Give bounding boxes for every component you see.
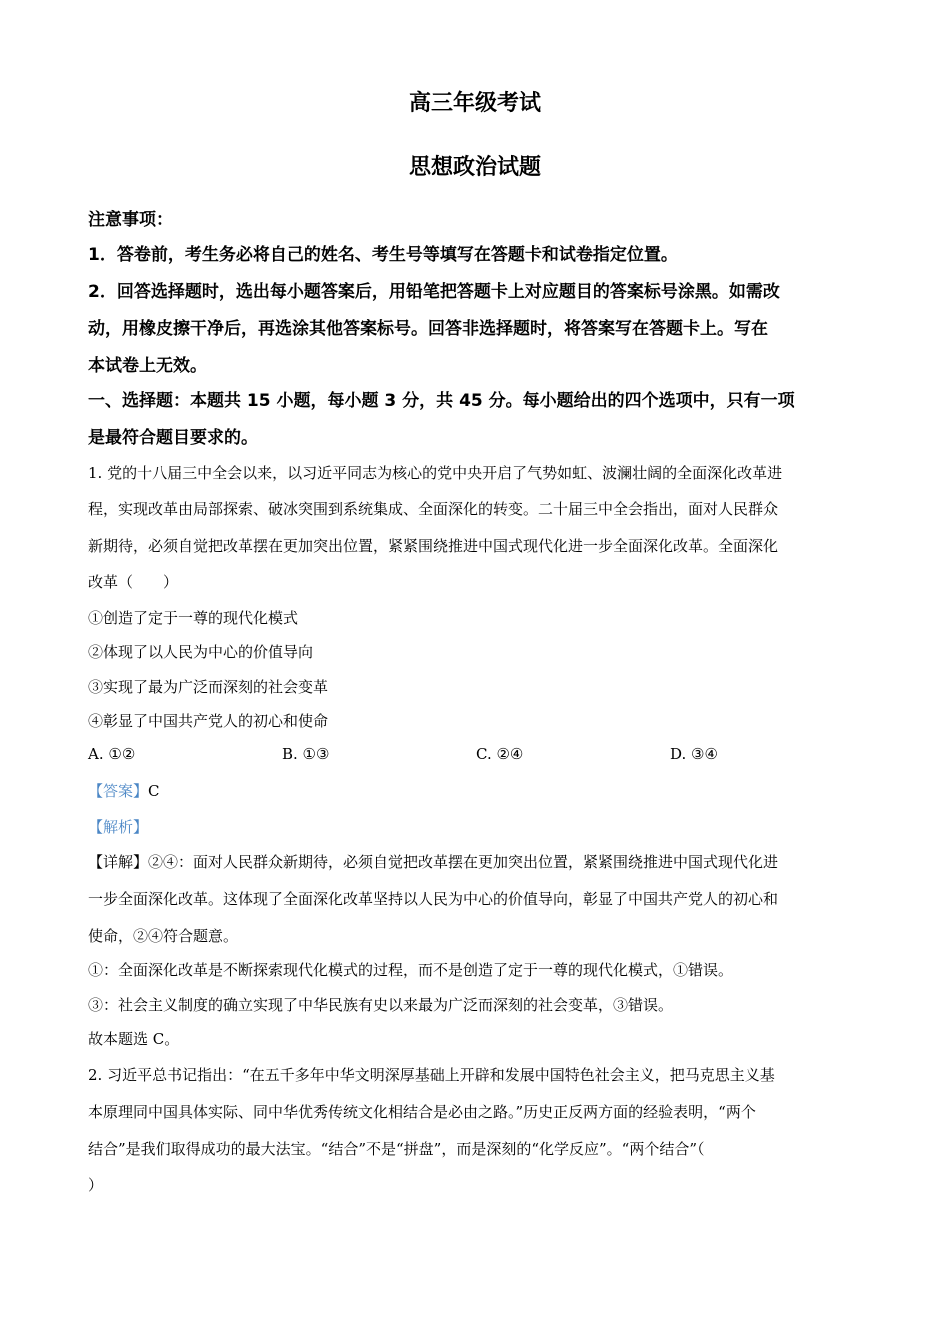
statement: ③实现了最为广泛而深刻的社会变革 bbox=[88, 678, 329, 696]
detail-line: 故本题选 C。 bbox=[88, 1030, 180, 1048]
statement: ④彰显了中国共产党人的初心和使命 bbox=[88, 712, 329, 730]
detail-line: 一步全面深化改革。这体现了全面深化改革坚持以人民为中心的价值导向，彰显了中国共产党人的初心和 bbox=[88, 890, 779, 908]
exam-title: 高三年级考试 bbox=[408, 91, 541, 116]
section-heading: 一、选择题：本题共 15 小题，每小题 3 分，共 45 分。每小题给出的四个选项中，只有一项 bbox=[88, 391, 795, 411]
question-stem: 程，实现改革由局部探索、破冰突围到系统集成、全面深化的转变。二十届三中全会指出，面对人民群众 bbox=[88, 500, 779, 518]
question-stem: 2. 习近平总书记指出：“在五千多年中华文明深厚基础上开辟和发展中国特色社会主义，把马克思主义基 bbox=[88, 1066, 775, 1084]
question-stem: 新期待，必须自觉把改革摆在更加突出位置，紧紧围绕推进中国式现代化进一步全面深化改革。全面深化 bbox=[88, 537, 779, 555]
detail-line: ③：社会主义制度的确立实现了中华民族有史以来最为广泛而深刻的社会变革，③错误。 bbox=[88, 996, 674, 1014]
detail-line: 【详解】②④：面对人民群众新期待，必须自觉把改革摆在更加突出位置，紧紧围绕推进中国式现代化进 bbox=[88, 853, 779, 871]
analysis-label: 【解析】 bbox=[88, 818, 149, 836]
option-d: D. ③④ bbox=[670, 745, 718, 763]
notice-heading: 注意事项： bbox=[88, 210, 173, 230]
question-stem: 结合”是我们取得成功的最大法宝。“结合”不是“拼盘”，而是深刻的“化学反应”。“两个结合”（ bbox=[88, 1140, 705, 1158]
option-a: A. ①② bbox=[88, 745, 136, 763]
answer-value: C bbox=[148, 782, 160, 800]
statement: ②体现了以人民为中心的价值导向 bbox=[88, 643, 314, 661]
answer-label: 【答案】 bbox=[88, 782, 149, 800]
notice-line: 2．回答选择题时，选出每小题答案后，用铅笔把答题卡上对应题目的答案标号涂黑。如需改 bbox=[88, 282, 780, 302]
detail-line: ①：全面深化改革是不断探索现代化模式的过程，而不是创造了定于一尊的现代化模式，①错误。 bbox=[88, 961, 734, 979]
notice-line: 动，用橡皮擦干净后，再选涂其他答案标号。回答非选择题时，将答案写在答题卡上。写在 bbox=[88, 319, 768, 339]
notice-line: 1．答卷前，考生务必将自己的姓名、考生号等填写在答题卡和试卷指定位置。 bbox=[88, 245, 678, 265]
question-stem: 1. 党的十八届三中全会以来，以习近平同志为核心的党中央开启了气势如虹、波澜壮阔的全面深化改革进 bbox=[88, 464, 783, 482]
option-b: B. ①③ bbox=[282, 745, 330, 763]
detail-line: 使命，②④符合题意。 bbox=[88, 927, 239, 945]
question-stem: ） bbox=[88, 1176, 104, 1194]
answer-line bbox=[88, 780, 160, 801]
section-heading: 是最符合题目要求的。 bbox=[88, 428, 258, 448]
notice-line: 本试卷上无效。 bbox=[88, 356, 207, 376]
statement: ①创造了定于一尊的现代化模式 bbox=[88, 609, 299, 627]
question-stem: 改革（ ） bbox=[88, 573, 179, 591]
question-stem: 本原理同中国具体实际、同中华优秀传统文化相结合是必由之路。”历史正反两方面的经验表明，“两个 bbox=[88, 1103, 756, 1121]
option-c: C. ②④ bbox=[476, 745, 524, 763]
subject-title: 思想政治试题 bbox=[408, 155, 541, 180]
